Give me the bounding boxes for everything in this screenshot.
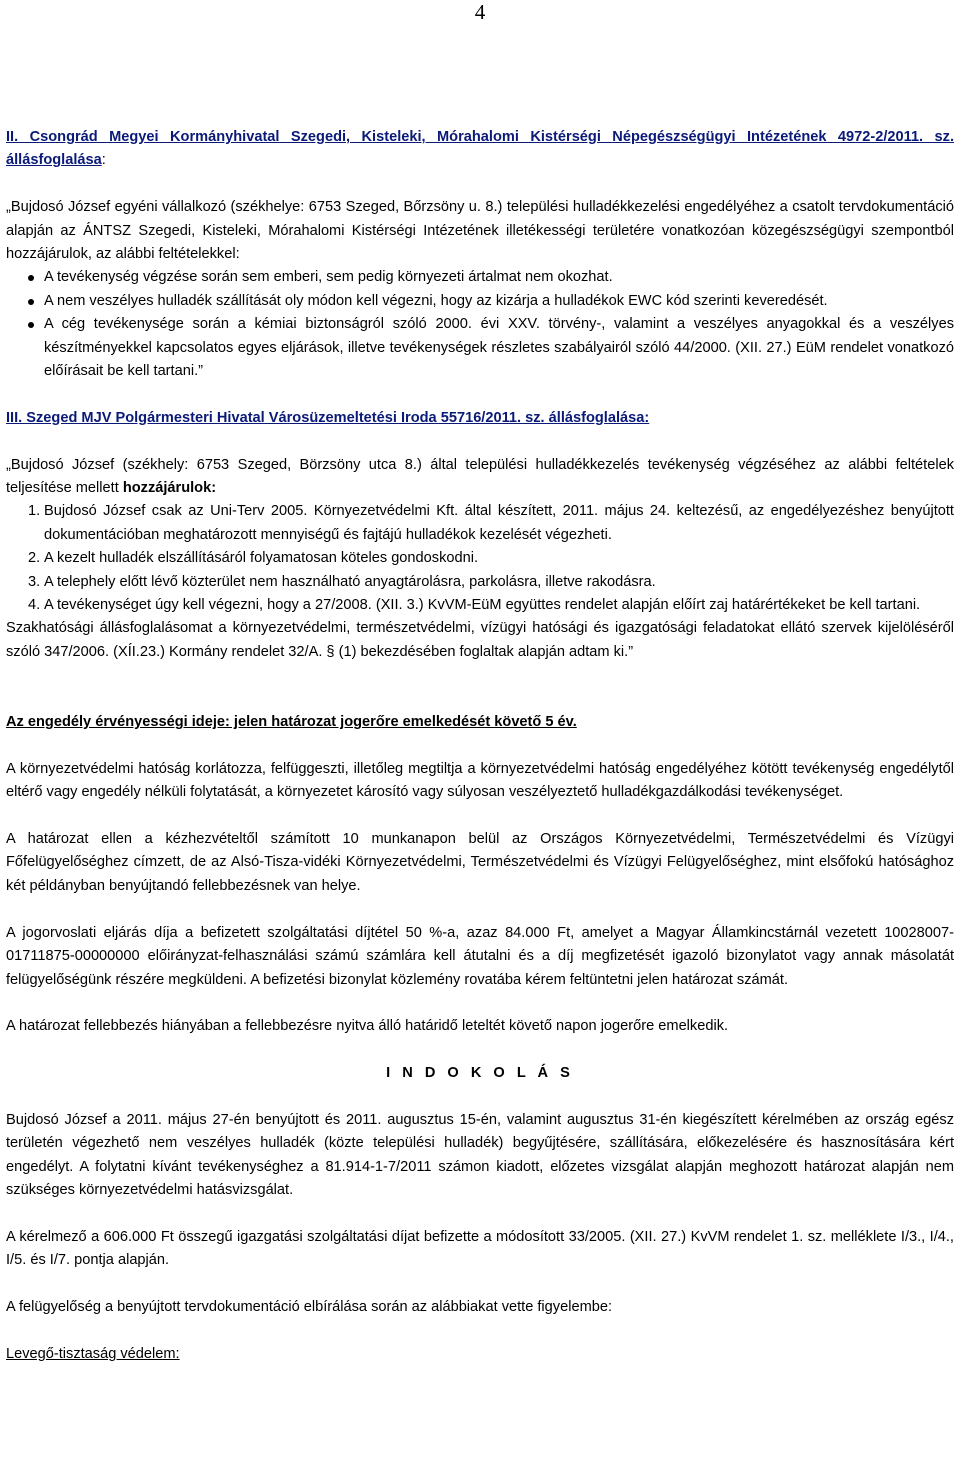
section-3-intro-text: „Bujdosó József (székhely: 6753 Szeged, Börzsöny utca 8.) által települési hulladékkezelés tevékenység végzéséhez az alábbi feltételek teljesítése mellett (6, 456, 954, 497)
item-text: A telephely előtt lévő közterület nem használható anyagtárolásra, parkolásra, illetve rakodásra. (44, 573, 656, 590)
section-3-title (6, 407, 954, 430)
section-3-numbered-list (6, 500, 954, 617)
item-text: Bujdosó József csak az Uni-Terv 2005. Környezetvédelmi Kft. által készített, 2011. május 24. keltezésű, az engedélyezéshez benyújtott dokumentációban meghatározott mennyiségű és fajtájú hulladékok kezelését végezheti. (44, 503, 954, 543)
section-2-title-colon: : (101, 152, 106, 169)
item-number: 3. (28, 573, 41, 590)
bullet-item: A tevékenység végzése során sem emberi, sem pedig környezeti ártalmat nem okozhat. (6, 266, 954, 289)
paragraph: A határozat fellebbezés hiányában a fellebbezésre nyitva álló határidő leteltét követő napon jogerőre emelkedik. (6, 1018, 729, 1035)
indoklas-title: I N D O K O L Á S (386, 1065, 574, 1082)
bullet-item: A nem veszélyes hulladék szállítását oly módon kell végezni, hogy az kizárja a hulladékok EWC kód szerinti keveredését. (6, 290, 954, 313)
indoklas-paragraph: A felügyelőség a benyújtott tervdokumentáció elbírálása során az alábbiakat vette figyelembe: (6, 1299, 613, 1316)
section-3-closing: Szakhatósági állásfoglalásomat a környezetvédelmi, természetvédelmi, vízügyi hatósági és igazgatósági feladatokat ellátó szervek kijelöléséről szóló 347/2006. (XÍI.23.) Kormány rendelet 32/A. § (1) bekezdésében foglaltak alapján adtam ki.” (6, 620, 954, 660)
indoklas-paragraph: Bujdosó József a 2011. május 27-én benyújtott és 2011. augusztus 15-én, valamint augusztus 31-én kiegészített kérelmében az ország egész területén végezhető nem veszélyes hulladék (közte települési hulladék) begyűjtésére, szállítására, előkezelésére és hasznosítására kért engedélyt. A folytatni kívánt tevékenységhez a 81.914-1-7/2011 számon kiadott, előzetes vizsgálat alapján meghozott határozat alapján nem szükséges környezetvédelmi hatásvizsgálat. (6, 1111, 954, 1199)
section-3-intro (6, 454, 954, 501)
air-quality-heading: Levegő-tisztaság védelem: (6, 1345, 180, 1362)
item-text: A tevékenységet úgy kell végezni, hogy a 27/2008. (XII. 3.) KvVM-EüM együttes rendelet alapján előírt zaj határértékeket be kell tartani. (44, 597, 921, 614)
section-3-intro-bold: hozzájárulok: (122, 480, 217, 497)
item-text: A kezelt hulladék elszállításáról folyamatosan köteles gondoskodni. (44, 550, 479, 567)
section-2-title-text: II. Csongrád Megyei Kormányhivatal Szegedi, Kisteleki, Mórahalomi Kistérségi Népegészségügyi Intézetének 4972-2/2011. sz. állásfoglalása (6, 129, 954, 169)
page-content (6, 126, 954, 1366)
numbered-item (6, 547, 954, 570)
item-number: 4. (28, 597, 41, 614)
page-number: 4 (474, 0, 486, 24)
item-number: 2. (28, 550, 41, 567)
paragraph: A jogorvoslati eljárás díja a befizetett szolgáltatási díjtétel 50 %-a, azaz 84.000 Ft, amelyet a Magyar Államkincstárnál vezetett 10028007-01711875-00000000 előirányzat-felhasználási számú számlára kell átutalni és a díj megfizetését igazoló bizonylatot vagy annak másolatát felügyelőségünk részére megküldeni. A befizetési bizonylat közlemény rovatába kérem feltüntetni jelen határozat számát. (6, 924, 954, 988)
section-2-intro: „Bujdosó József egyéni vállalkozó (székhelye: 6753 Szeged, Bőrzsöny u. 8.) települési hulladékkezelési engedélyéhez a csatolt tervdokumentáció alapján az ÁNTSZ Szegedi, Kisteleki, Mórahalomi Kistérségi Intézetének illetékességi területére vonatkozóan közegészségügyi szempontból hozzájárulok, az alábbi feltételekkel: (6, 199, 954, 263)
item-number: 1. (28, 503, 41, 520)
paragraph: A határozat ellen a kézhezvételtől számított 10 munkanapon belül az Országos Környezetvédelmi, Természetvédelmi és Vízügyi Főfelügyelőséghez címzett, de az Alsó-Tisza-vidéki Környezetvédelmi, Természetvédelmi és Vízügyi Felügyelőséghez, mint elsőfokú hatósághoz két példányban benyújtandó fellebbezésnek van helye. (6, 831, 954, 894)
numbered-item (6, 594, 954, 617)
section-2-bullet-list (6, 266, 954, 383)
numbered-item (6, 500, 954, 547)
validity-statement: Az engedély érvényességi ideje: jelen határozat jogerőre emelkedését követő 5 év. (6, 714, 577, 731)
section-3-title-text: III. Szeged MJV Polgármesteri Hivatal Városüzemeltetési Iroda 55716/2011. sz. állásfoglalása: (6, 409, 650, 426)
indoklas-paragraph: A kérelmező a 606.000 Ft összegű igazgatási szolgáltatási díjat befizette a módosított 33/2005. (XII. 27.) KvVM rendelet 1. sz. melléklete I/3., I/4., I/5. és I/7. pontja alapján. (6, 1228, 954, 1269)
paragraph: A környezetvédelmi hatóság korlátozza, felfüggeszti, illetőleg megtiltja a környezetvédelmi hatóság engedélyéhez kötött tevékenység engedélytől eltérő vagy engedély nélküli folytatását, a környezetet károsító vagy súlyosan veszélyeztető hulladékgazdálkodási tevékenységet. (6, 760, 954, 801)
section-2-title (6, 126, 954, 173)
numbered-item (6, 571, 954, 594)
bullet-item: A cég tevékenysége során a kémiai biztonságról szóló 2000. évi XXV. törvény-, valamint a veszélyes anyagokkal és a veszélyes készítményekkel kapcsolatos egyes eljárások, illetve tevékenységek részletes szabályairól szóló 44/2000. (XII. 27.) EüM rendelet vonatkozó előírásait be kell tartani.” (6, 313, 954, 383)
